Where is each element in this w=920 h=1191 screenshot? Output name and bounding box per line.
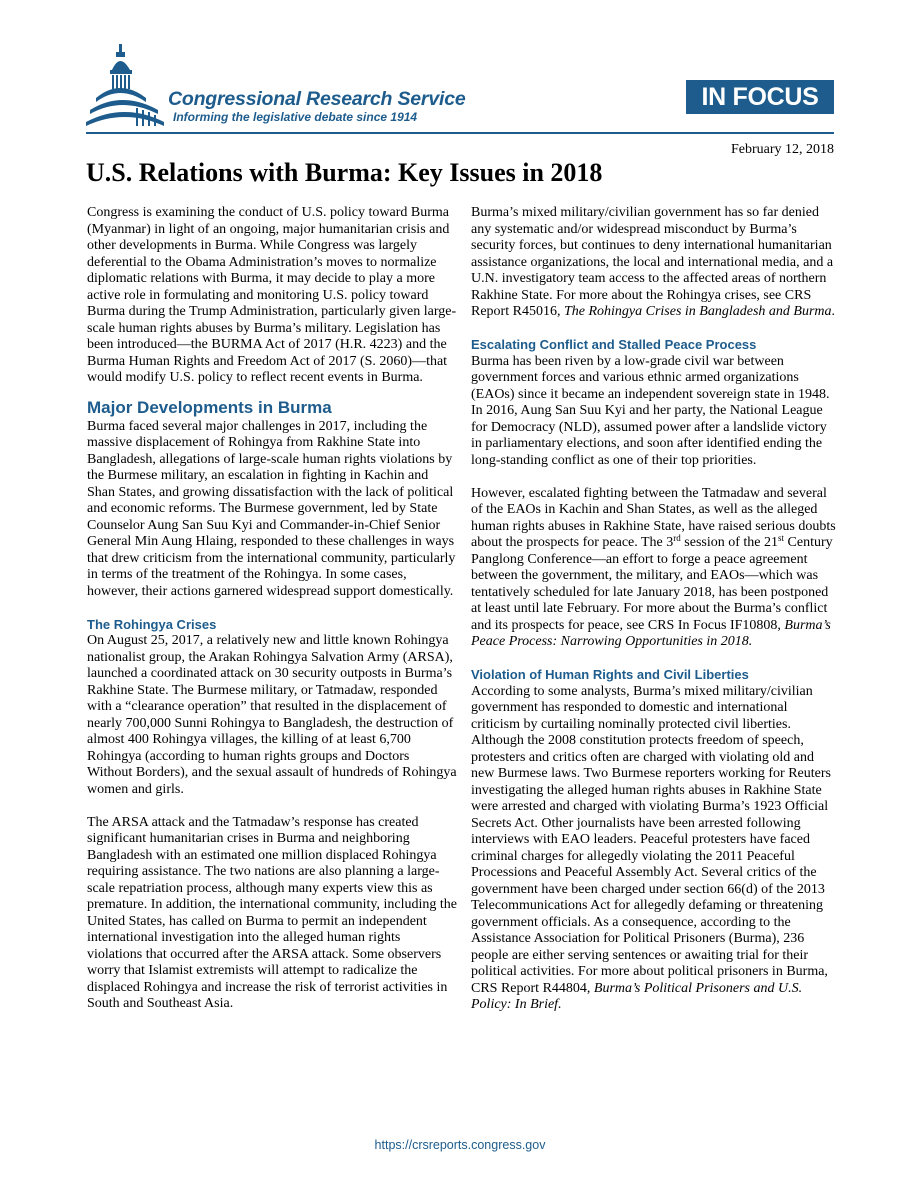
org-tagline: Informing the legislative debate since 1914 [173, 110, 418, 124]
conflict-text-c: Century Panglong Conference—an effort to forge a peace agreement between the government, the military, and EAOs—which was tentatively scheduled for late January 2018, has been postponed at least until late February. For more about the Burma’s conflict and its prospects for peace, see CRS In Focus IF10808, [471, 535, 833, 633]
intro-paragraph: Congress is examining the conduct of U.S. policy toward Burma (Myanmar) in light of an ongoing, major humanitarian crisis and other developments in Burma. While Congress was largely deferential to the Obama Administration’s moves to normalize diplomatic relations with Burma, it may decide to play a more active role in formulating and monitoring U.S. policy toward Burma during the Trump Administration, particularly given large-scale human rights abuses by Burma’s military. Legislation has been introduced—the BURMA Act of 2017 (H.R. 4223) and the Burma Human Rights and Freedom Act of 2017 (S. 2060)—that would modify U.S. policy to reflect recent events in Burma. [87, 205, 457, 385]
subheading-rohingya-crises: The Rohingya Crises [87, 616, 217, 632]
footer-link[interactable]: https://crsreports.congress.gov [374, 1138, 546, 1152]
human-rights-text: According to some analysts, Burma’s mixed military/civilian government has responded to domestic and international criticism by curtailing nominally protected civil liberties. Although the 2008 constitution protects freedom of speech, protesters and critics often are charged with violating old and new Burmese laws. Two Burmese reporters working for Reuters investigating the alleged human rights abuses in Rakhine State were arrested and charged with violating Burma’s 1923 Official Secrets Act. Other journalists have been arrested following interviews with EAO leaders. Peaceful protesters have faced criminal charges for allegedly violating the 2011 Peaceful Processions and Peaceful Assembly Act. Several critics of the government have been charged under section 66(d) of the 2013 Telecommunications Act for allegedly defaming or threatening government officials. As a consequence, according to the Assistance Association for Political Prisoners (Burma), 236 people are either serving sentences or awaiting trial for their political activities. For more about political prisoners in Burma, CRS Report R44804, [471, 683, 831, 996]
header-rule [86, 132, 834, 134]
right-column [471, 205, 836, 1014]
rohingya-continued-text: Burma’s mixed military/civilian government has so far denied any systematic and/or widespread misconduct by Burma’s security forces, but continues to deny international humanitarian assistance organizations, the local and international media, and a U.N. investigatory team access to the affected areas of northern Rakhine State. For more about the Rohingya crises, see CRS Report R45016, [471, 205, 834, 319]
report-reference-prisoners: Burma’s Political Prisoners and U.S. Policy: In Brief. [471, 980, 803, 1012]
in-focus-badge: IN FOCUS [686, 80, 834, 114]
conflict-text-b: session of the 21 [680, 535, 778, 550]
report-reference-rohingya: The Rohingya Crises in Bangladesh and Burma [563, 304, 832, 319]
left-column [87, 205, 457, 1013]
conflict-text-a: However, escalated fighting between the Tatmadaw and several of the EAOs in Kachin and Shan States, as well as the alleged human rights abuses in Rakhine State, have raised serious doubts about the prospects for peace. The 3 [471, 485, 836, 550]
org-name: Congressional Research Service [168, 88, 466, 110]
page-title: U.S. Relations with Burma: Key Issues in 2018 [86, 158, 603, 187]
publication-date: February 12, 2018 [730, 142, 834, 157]
subheading-conflict: Escalating Conflict and Stalled Peace Process [471, 337, 757, 352]
human-rights-paragraph [471, 684, 836, 1014]
subheading-human-rights: Violation of Human Rights and Civil Liberties [471, 667, 749, 682]
capitol-dome-icon [86, 40, 166, 130]
major-developments-paragraph: Burma faced several major challenges in 2017, including the massive displacement of Rohingya from Rakhine State into Bangladesh, allegations of large-scale human rights violations by the Burmese military, an escalation in fighting in Kachin and Shan States, and growing dissatisfaction with the lack of political and economic reforms. The Burmese government, led by State Counselor Aung San Suu Kyi and Commander-in-Chief Senior General Min Aung Hlaing, responded to these challenges in ways that drew criticism from the international community, particularly in terms of the treatment of the Rohingya. In some cases, however, their actions garnered widespread support domestically. [87, 418, 456, 599]
conflict-paragraph-1: Burma has been riven by a low-grade civil war between government forces and various ethnic armed organizations (EAOs) since it became an independent sovereign state in 1948. In 2016, Aung San Suu Kyi and her party, the National League for Democracy (NLD), assumed power after a landslide victory in parliamentary elections, and soon after identified ending the long-standing conflict as one of their top priorities. [471, 353, 830, 468]
rohingya-continued-paragraph [471, 205, 836, 321]
conflict-paragraph-2 [471, 486, 836, 651]
ordinal-suffix: st [778, 533, 785, 543]
page-header [0, 0, 920, 187]
rohingya-paragraph-1: On August 25, 2017, a relatively new and little known Rohingya nationalist group, the Arakan Rohingya Salvation Army (ARSA), launched a coordinated attack on 30 security outposts in Burma’s Rakhine State. The Burmese military, or Tatmadaw, responded with a “clearance operation” that resulted in the displacement of nearly 700,000 Sunni Rohingya to Bangladesh, the destruction of almost 400 Rohingya villages, the killing of at least 6,700 Rohingya (according to human rights groups and Doctors Without Borders), and the sexual assault of hundreds of Rohingya women and girls. [87, 633, 457, 797]
report-reference-peace: Burma’s Peace Process: Narrowing Opportunities in 2018. [471, 617, 831, 649]
ordinal-suffix: rd [673, 533, 681, 543]
rohingya-paragraph-2: The ARSA attack and the Tatmadaw’s response has created significant humanitarian crises in Burma and neighboring Bangladesh with an estimated one million displaced Rohingya requiring assistance. The two nations are also planning a large-scale repatriation process, although many experts view this as premature. In addition, the international community, including the United States, has called on Burma to permit an independent international investigation into the alleged human rights violations that occurred after the ARSA attack. Some observers worry that Islamist extremists will attempt to radicalize the displaced Rohingya and increase the risk of terrorist activities in South and Southeast Asia. [87, 814, 457, 1011]
section-heading-major-developments: Major Developments in Burma [87, 397, 332, 417]
sentence-end: . [831, 304, 835, 319]
